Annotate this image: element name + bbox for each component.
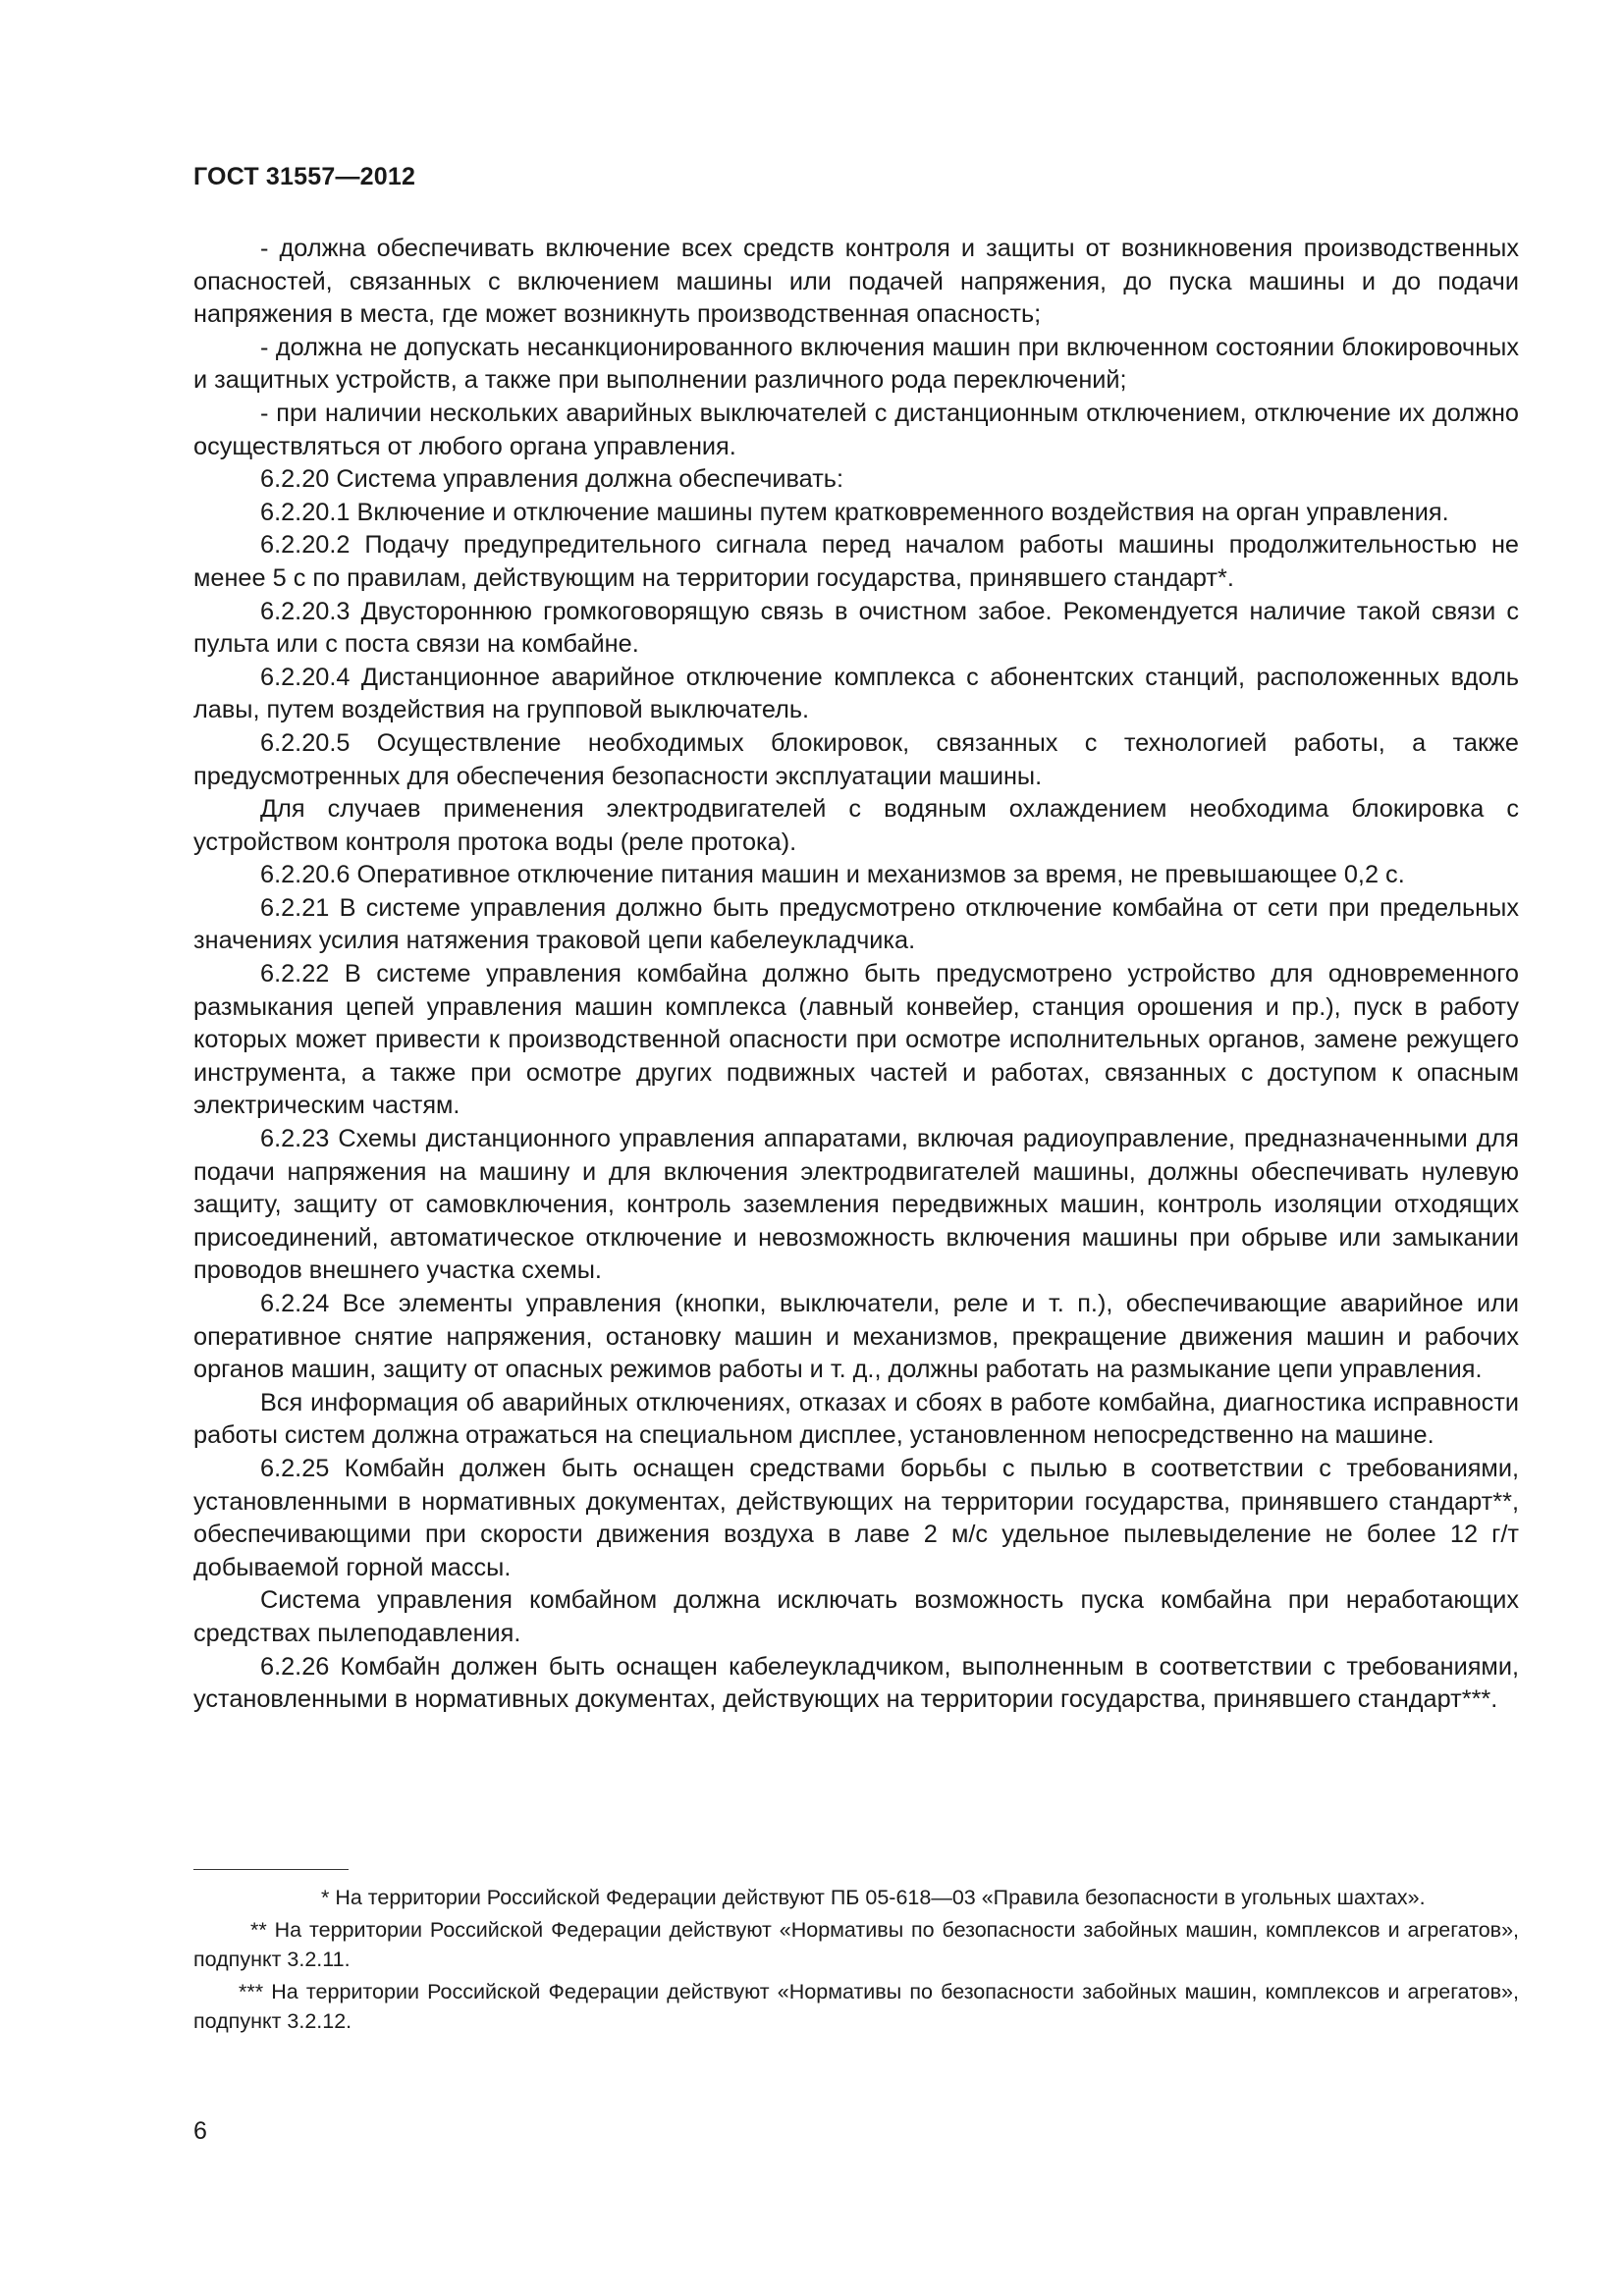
paragraph: 6.2.20.4 Дистанционное аварийное отключение комплекса с абонентских станций, расположенных вдоль лавы, путем воздействия на групповой выключатель. xyxy=(193,663,1519,724)
document-header: ГОСТ 31557—2012 xyxy=(193,163,416,190)
footnote: ** На территории Российской Федерации действуют «Нормативы по безопасности забойных машин, комплексов и агрегатов», подпункт 3.2.11. xyxy=(193,1917,1519,1971)
paragraph: 6.2.20.3 Двустороннюю громкоговорящую связь в очистном забое. Рекомендуется наличие такой связи с пульта или с поста связи на комбайне. xyxy=(193,597,1519,659)
footnote: * На территории Российской Федерации действуют ПБ 05-618—03 «Правила безопасности в угольных шахтах». xyxy=(321,1886,1426,1909)
footnotes xyxy=(193,1883,1519,2039)
paragraph: 6.2.26 Комбайн должен быть оснащен кабелеукладчиком, выполненным в соответствии с требованиями, установленными в нормативных документах, действующих на территории государства, принявшего стандарт***. xyxy=(193,1652,1519,1714)
paragraph: 6.2.25 Комбайн должен быть оснащен средствами борьбы с пылью в соответствии с требованиями, установленными в нормативных документах, действующих на территории государства, принявшего стандарт**, обеспечивающими при скорости движения воздуха в лаве 2 м/с удельное пылевыделение не более 12 г/т добываемой горной массы. xyxy=(193,1454,1519,1581)
paragraph: 6.2.21 В системе управления должно быть предусмотрено отключение комбайна от сети при предельных значениях усилия натяжения траковой цепи кабелеукладчика. xyxy=(193,893,1519,955)
page-number: 6 xyxy=(193,2117,207,2145)
paragraph: 6.2.20 Система управления должна обеспечивать: xyxy=(260,465,843,494)
paragraph: 6.2.20.2 Подачу предупредительного сигнала перед началом работы машины продолжительностью не менее 5 с по правилам, действующим на территории государства, принявшего стандарт*. xyxy=(193,531,1519,592)
paragraph: 6.2.24 Все элементы управления (кнопки, выключатели, реле и т. п.), обеспечивающие аварийное или оперативное снятие напряжения, остановку машин и механизмов, прекращение движения машин и рабочих органов машин, защиту от опасных режимов работы и т. д., должны работать на размыкание цепи управления. xyxy=(193,1290,1519,1384)
paragraph: Для случаев применения электродвигателей с водяным охлаждением необходима блокировка с устройством контроля протока воды (реле протока). xyxy=(193,795,1519,856)
paragraph: Система управления комбайном должна исключать возможность пуска комбайна при неработающих средствах пылеподавления. xyxy=(193,1586,1519,1647)
paragraph: 6.2.20.1 Включение и отключение машины путем кратковременного воздействия на орган управления. xyxy=(260,498,1449,526)
paragraph: - должна обеспечивать включение всех средств контроля и защиты от возникновения производственных опасностей, связанных с включением машины или подачей напряжения, до пуска машины и до подачи напряжения в места, где может возникнуть производственная опасность; xyxy=(193,235,1519,329)
body-text xyxy=(193,233,1519,1717)
footnote-divider xyxy=(193,1869,349,1870)
paragraph: - должна не допускать несанкционированного включения машин при включенном состоянии блокировочных и защитных устройств, а также при выполнении различного рода переключений; xyxy=(193,333,1519,395)
paragraph: 6.2.20.5 Осуществление необходимых блокировок, связанных с технологией работы, а также предусмотренных для обеспечения безопасности эксплуатации машины. xyxy=(193,728,1519,790)
paragraph: 6.2.22 В системе управления комбайна должно быть предусмотрено устройство для одновременного размыкания цепей управления машин комплекса (лавный конвейер, станция орошения и пр.), пуск в работу которых может привести к производственной опасности при осмотре исполнительных органов, замене режущего инструмента, а также при осмотре других подвижных частей и работах, связанных с доступом к опасным электрическим частям. xyxy=(193,960,1519,1120)
paragraph: 6.2.20.6 Оперативное отключение питания машин и механизмов за время, не превышающее 0,2 с. xyxy=(260,861,1405,889)
paragraph: Вся информация об аварийных отключениях, отказах и сбоях в работе комбайна, диагностика исправности работы систем должна отражаться на специальном дисплее, установленном непосредственно на машине. xyxy=(193,1388,1519,1450)
paragraph: - при наличии нескольких аварийных выключателей с дистанционным отключением, отключение их должно осуществляться от любого органа управления. xyxy=(193,399,1519,460)
paragraph: 6.2.23 Схемы дистанционного управления аппаратами, включая радиоуправление, предназначенными для подачи напряжения на машину и для включения электродвигателей машины, должны обеспечивать нулевую защиту, защиту от самовключения, контроль заземления передвижных машин, контроль изоляции отходящих присоединений, автоматическое отключение и невозможность включения машины при обрыве или замыкании проводов внешнего участка схемы. xyxy=(193,1125,1519,1285)
footnote: *** На территории Российской Федерации действуют «Нормативы по безопасности забойных машин, комплексов и агрегатов», подпункт 3.2.12. xyxy=(193,1979,1519,2033)
